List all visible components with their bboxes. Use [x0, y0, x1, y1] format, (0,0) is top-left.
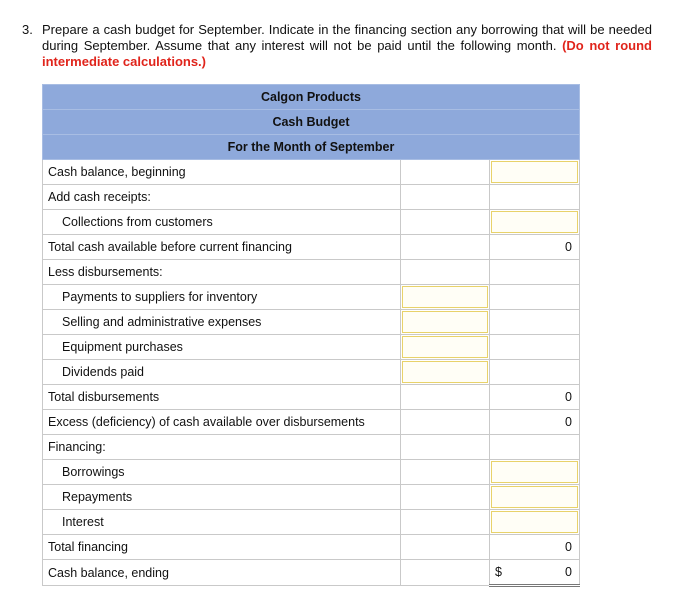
cell-col2 — [401, 335, 490, 360]
cell-col2 — [401, 285, 490, 310]
cell-col3 — [490, 285, 580, 310]
row-label: Add cash receipts: — [43, 185, 401, 210]
row-label: Excess (deficiency) of cash available over disbursements — [43, 410, 401, 435]
cell-col2 — [401, 260, 490, 285]
row-payments-suppliers — [43, 285, 580, 310]
row-label: Financing: — [43, 435, 401, 460]
input-dividends[interactable] — [402, 361, 488, 383]
cell-col3 — [490, 160, 580, 185]
cell-col2 — [401, 385, 490, 410]
cash-budget-table — [42, 84, 580, 587]
cell-col3 — [490, 210, 580, 235]
row-label: Total cash available before current financing — [43, 235, 401, 260]
row-label: Collections from customers — [43, 210, 401, 235]
row-label: Cash balance, ending — [43, 560, 401, 586]
cell-col3 — [490, 310, 580, 335]
question-body: Prepare a cash budget for September. Indicate in the financing section any borrowing that will be needed during September. Assume that any interest will not be paid until the following month. — [42, 22, 652, 53]
row-label: Less disbursements: — [43, 260, 401, 285]
row-label: Selling and administrative expenses — [43, 310, 401, 335]
input-repayments[interactable] — [491, 486, 578, 508]
input-payments-suppliers[interactable] — [402, 286, 488, 308]
cell-col2 — [401, 360, 490, 385]
row-less-disbursements — [43, 260, 580, 285]
budget-period: For the Month of September — [43, 135, 580, 160]
cell-col2 — [401, 485, 490, 510]
question-text — [42, 22, 652, 70]
row-label: Total disbursements — [43, 385, 401, 410]
row-selling-admin — [43, 310, 580, 335]
row-label: Dividends paid — [43, 360, 401, 385]
question-note: (Do not round intermediate calculations.) — [42, 38, 652, 69]
row-label: Borrowings — [43, 460, 401, 485]
row-collections — [43, 210, 580, 235]
question-prompt — [22, 22, 652, 70]
cell-col3 — [490, 510, 580, 535]
row-excess-deficiency — [43, 410, 580, 435]
value-cash-ending: 0 — [565, 565, 572, 579]
cell-col2 — [401, 160, 490, 185]
cell-col3 — [490, 260, 580, 285]
row-total-financing — [43, 535, 580, 560]
cell-col2 — [401, 410, 490, 435]
header-row-period — [43, 135, 580, 160]
row-label: Interest — [43, 510, 401, 535]
row-total-cash-available — [43, 235, 580, 260]
input-equipment[interactable] — [402, 336, 488, 358]
input-interest[interactable] — [491, 511, 578, 533]
cell-col3 — [490, 560, 580, 586]
currency-symbol: $ — [495, 565, 502, 579]
value-total-cash-available: 0 — [490, 235, 580, 260]
cell-col3 — [490, 185, 580, 210]
cell-col2 — [401, 310, 490, 335]
cell-col2 — [401, 510, 490, 535]
input-selling-admin[interactable] — [402, 311, 488, 333]
row-label: Payments to suppliers for inventory — [43, 285, 401, 310]
company-name: Calgon Products — [43, 85, 580, 110]
row-cash-ending — [43, 560, 580, 586]
row-financing — [43, 435, 580, 460]
input-collections[interactable] — [491, 211, 578, 233]
value-total-financing: 0 — [490, 535, 580, 560]
input-borrowings[interactable] — [491, 461, 578, 483]
question-number: 3. — [22, 22, 33, 37]
header-row-company — [43, 85, 580, 110]
row-label: Equipment purchases — [43, 335, 401, 360]
row-cash-beginning — [43, 160, 580, 185]
row-repayments — [43, 485, 580, 510]
row-borrowings — [43, 460, 580, 485]
row-total-disbursements — [43, 385, 580, 410]
row-label: Repayments — [43, 485, 401, 510]
cell-col2 — [401, 460, 490, 485]
cell-col2 — [401, 560, 490, 586]
cell-col3 — [490, 485, 580, 510]
budget-title: Cash Budget — [43, 110, 580, 135]
cell-col3 — [490, 460, 580, 485]
cell-col2 — [401, 435, 490, 460]
cell-col3 — [490, 360, 580, 385]
row-interest — [43, 510, 580, 535]
cell-col2 — [401, 235, 490, 260]
row-label: Total financing — [43, 535, 401, 560]
cell-col3 — [490, 335, 580, 360]
value-excess-deficiency: 0 — [490, 410, 580, 435]
value-total-disbursements: 0 — [490, 385, 580, 410]
row-dividends — [43, 360, 580, 385]
input-cash-beginning[interactable] — [491, 161, 578, 183]
row-equipment — [43, 335, 580, 360]
cell-col2 — [401, 535, 490, 560]
cell-col3 — [490, 435, 580, 460]
cell-col2 — [401, 185, 490, 210]
row-label: Cash balance, beginning — [43, 160, 401, 185]
header-row-title — [43, 110, 580, 135]
cell-col2 — [401, 210, 490, 235]
row-add-receipts — [43, 185, 580, 210]
